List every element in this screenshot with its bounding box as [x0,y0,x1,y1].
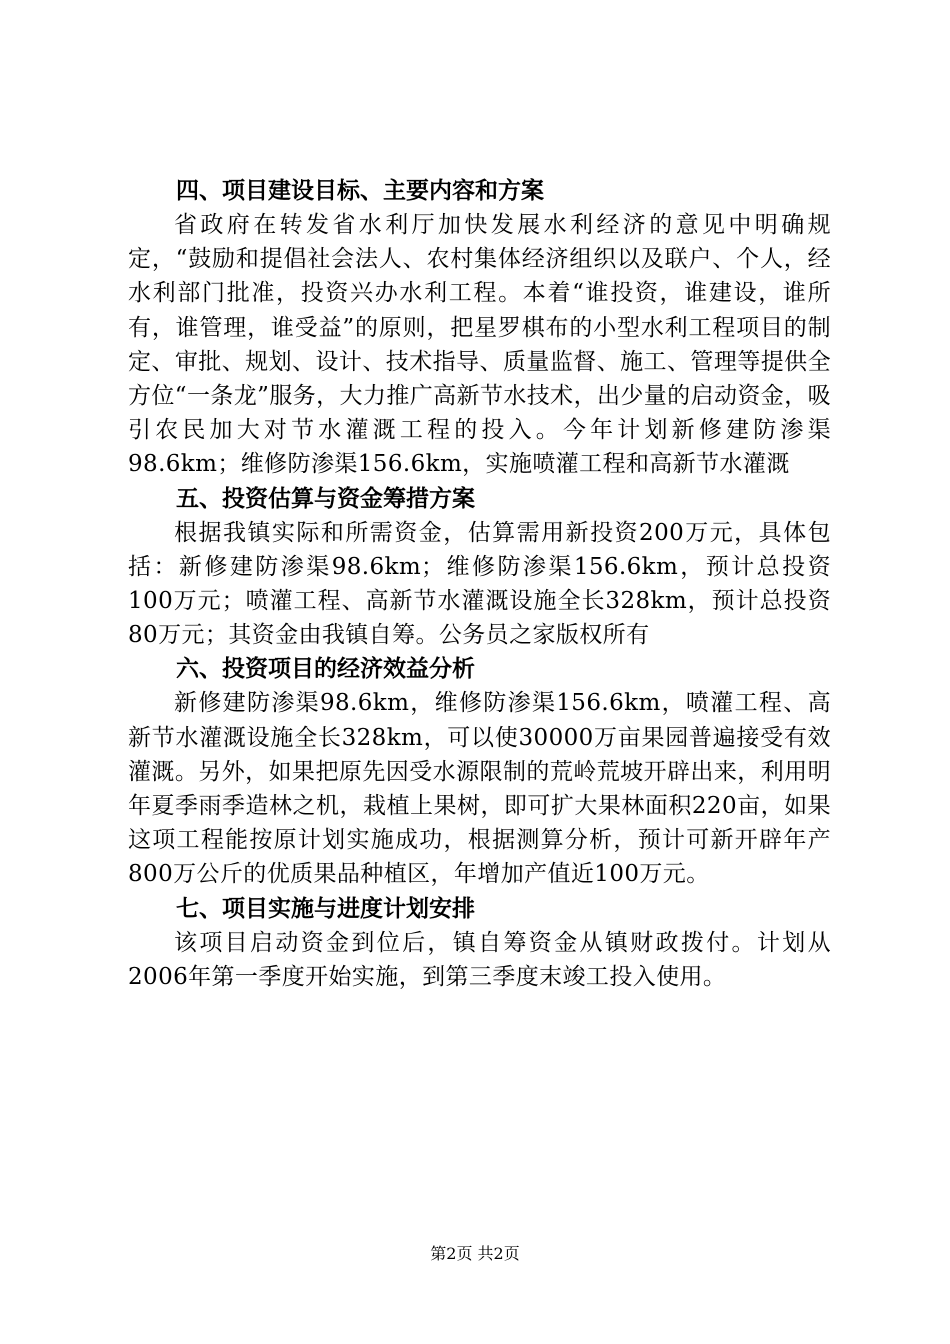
section-paragraph: 根据我镇实际和所需资金，估算需用新投资200万元，具体包括：新修建防渗渠98.6km；维修防渗渠156.6km，预计总投资100万元；喷灌工程、高新节水灌溉设施全长328km，预计总投资80万元；其资金由我镇自筹。公务员之家版权所有 [128,519,831,649]
section-project-goals [128,174,831,482]
section-investment-estimate [128,482,831,653]
section-paragraph: 新修建防渗渠98.6km，维修防渗渠156.6km，喷灌工程、高新节水灌溉设施全长328km，可以使30000万亩果园普遍接受有效灌溉。另外，如果把原先因受水源限制的荒岭荒坡开辟出来，利用明年夏季雨季造林之机，栽植上果树，即可扩大果林面积220亩，如果这项工程能按原计划实施成功，根据测算分析，预计可新开辟年产800万公斤的优质果品种植区，年增加产值近100万元。 [128,690,831,888]
section-paragraph: 省政府在转发省水利厅加快发展水利经济的意见中明确规定，“鼓励和提倡社会法人、农村集体经济组织以及联户、个人，经水利部门批准，投资兴办水利工程。本着“谁投资，谁建设，谁所有，谁管理，谁受益”的原则，把星罗棋布的小型水利工程项目的制定、审批、规划、设计、技术指导、质量监督、施工、管理等提供全方位“一条龙”服务，大力推广高新节水技术，出少量的启动资金，吸引农民加大对节水灌溉工程的投入。今年计划新修建防渗渠98.6km；维修防渗渠156.6km，实施喷灌工程和高新节水灌溉 [128,212,831,478]
section-economic-benefit [128,652,831,891]
page-number-footer: 第2页 共2页 [430,1244,520,1263]
section-paragraph: 该项目启动资金到位后，镇自筹资金从镇财政拨付。计划从2006年第一季度开始实施，到第三季度末竣工投入使用。 [128,929,831,990]
section-heading: 六、投资项目的经济效益分析 [176,656,475,683]
section-heading: 四、项目建设目标、主要内容和方案 [176,178,544,204]
section-heading: 五、投资估算与资金筹措方案 [176,485,475,512]
document-body [128,174,831,994]
section-heading: 七、项目实施与进度计划安排 [176,895,475,922]
section-schedule [128,892,831,994]
